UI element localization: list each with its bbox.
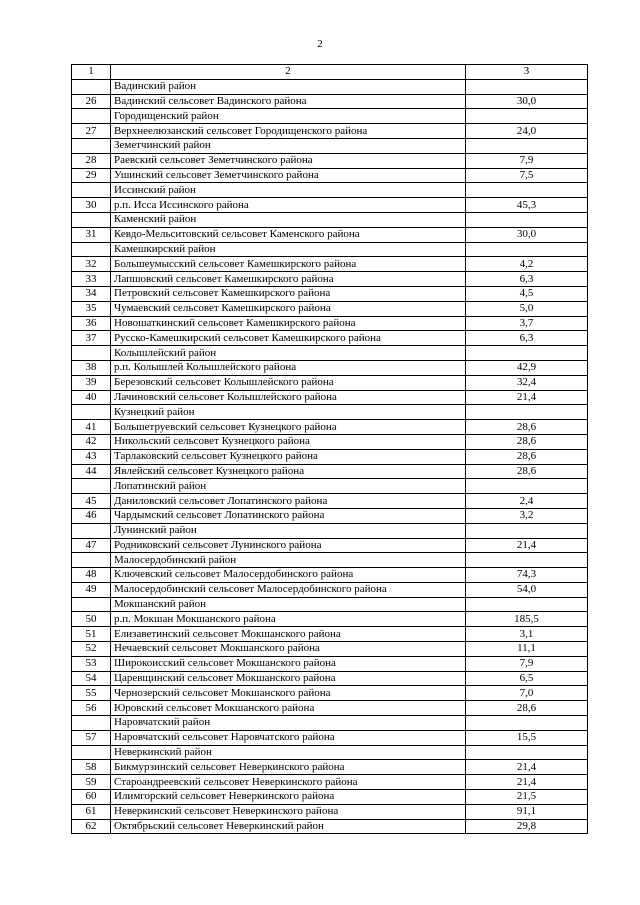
table-row bbox=[72, 464, 588, 479]
district-name: Вадинский район bbox=[111, 79, 466, 94]
table-row bbox=[72, 819, 588, 834]
row-number: 56 bbox=[72, 701, 111, 716]
district-row bbox=[72, 79, 588, 94]
row-value: 28,6 bbox=[466, 701, 588, 716]
district-row bbox=[72, 346, 588, 361]
row-value bbox=[466, 346, 588, 361]
district-row bbox=[72, 405, 588, 420]
district-name: Кузнецкий район bbox=[111, 405, 466, 420]
table-row bbox=[72, 701, 588, 716]
table-row bbox=[72, 360, 588, 375]
row-number: 44 bbox=[72, 464, 111, 479]
table-row bbox=[72, 420, 588, 435]
row-value: 7,0 bbox=[466, 686, 588, 701]
row-value bbox=[466, 745, 588, 760]
row-value: 5,0 bbox=[466, 301, 588, 316]
district-name: Малосердобинский район bbox=[111, 553, 466, 568]
row-value: 28,6 bbox=[466, 420, 588, 435]
table-row bbox=[72, 153, 588, 168]
row-value: 21,4 bbox=[466, 775, 588, 790]
row-value: 6,3 bbox=[466, 331, 588, 346]
row-number bbox=[72, 183, 111, 198]
row-value: 28,6 bbox=[466, 464, 588, 479]
row-number bbox=[72, 523, 111, 538]
district-row bbox=[72, 183, 588, 198]
district-row bbox=[72, 745, 588, 760]
table-row bbox=[72, 168, 588, 183]
row-number: 29 bbox=[72, 168, 111, 183]
row-number: 26 bbox=[72, 94, 111, 109]
row-number: 40 bbox=[72, 390, 111, 405]
settlement-name: Лапшовский сельсовет Камешкирского района bbox=[111, 272, 466, 287]
settlement-name: Раевский сельсовет Земетчинского района bbox=[111, 153, 466, 168]
district-name: Колышлейский район bbox=[111, 346, 466, 361]
row-number: 39 bbox=[72, 375, 111, 390]
district-name: Земетчинский район bbox=[111, 138, 466, 153]
row-number: 54 bbox=[72, 671, 111, 686]
table-row bbox=[72, 316, 588, 331]
row-value bbox=[466, 479, 588, 494]
table-row bbox=[72, 568, 588, 583]
table-row bbox=[72, 272, 588, 287]
row-value: 21,4 bbox=[466, 390, 588, 405]
row-value: 30,0 bbox=[466, 94, 588, 109]
row-value: 32,4 bbox=[466, 375, 588, 390]
settlement-name: Ключевский сельсовет Малосердобинского района bbox=[111, 568, 466, 583]
row-number: 31 bbox=[72, 227, 111, 242]
row-value bbox=[466, 716, 588, 731]
row-number bbox=[72, 212, 111, 227]
row-number: 46 bbox=[72, 508, 111, 523]
table-row bbox=[72, 508, 588, 523]
settlement-name: Петровский сельсовет Камешкирского района bbox=[111, 286, 466, 301]
row-value: 21,4 bbox=[466, 760, 588, 775]
district-name: Лопатинский район bbox=[111, 479, 466, 494]
row-number: 47 bbox=[72, 538, 111, 553]
settlement-name: Староандреевский сельсовет Неверкинского района bbox=[111, 775, 466, 790]
row-number: 59 bbox=[72, 775, 111, 790]
settlement-name: Елизаветинский сельсовет Мокшанского района bbox=[111, 627, 466, 642]
table-body bbox=[72, 79, 588, 834]
table-row bbox=[72, 286, 588, 301]
row-number: 41 bbox=[72, 420, 111, 435]
settlement-name: Верхнеелюзанский сельсовет Городищенского района bbox=[111, 124, 466, 139]
district-name: Каменский район bbox=[111, 212, 466, 227]
row-number bbox=[72, 109, 111, 124]
settlement-name: Ушинский сельсовет Земетчинского района bbox=[111, 168, 466, 183]
row-number: 36 bbox=[72, 316, 111, 331]
row-value bbox=[466, 109, 588, 124]
row-number: 51 bbox=[72, 627, 111, 642]
row-number: 61 bbox=[72, 804, 111, 819]
table-row bbox=[72, 538, 588, 553]
settlement-name: Илимгорский сельсовет Неверкинского района bbox=[111, 790, 466, 805]
row-value: 3,2 bbox=[466, 508, 588, 523]
settlement-name: Неверкинский сельсовет Неверкинского района bbox=[111, 804, 466, 819]
row-number bbox=[72, 79, 111, 94]
table-row bbox=[72, 449, 588, 464]
row-number: 55 bbox=[72, 686, 111, 701]
district-name: Наровчатский район bbox=[111, 716, 466, 731]
table-row bbox=[72, 760, 588, 775]
row-value: 28,6 bbox=[466, 434, 588, 449]
table-header-row bbox=[72, 65, 588, 80]
settlement-name: Большеумысский сельсовет Камешкирского района bbox=[111, 257, 466, 272]
row-number: 45 bbox=[72, 494, 111, 509]
district-row bbox=[72, 597, 588, 612]
row-number: 34 bbox=[72, 286, 111, 301]
row-number: 52 bbox=[72, 642, 111, 657]
settlement-name: Большетруевский сельсовет Кузнецкого района bbox=[111, 420, 466, 435]
district-row bbox=[72, 242, 588, 257]
table-row bbox=[72, 434, 588, 449]
row-value: 21,5 bbox=[466, 790, 588, 805]
data-table bbox=[71, 64, 588, 834]
row-number: 27 bbox=[72, 124, 111, 139]
district-row bbox=[72, 138, 588, 153]
row-number: 57 bbox=[72, 730, 111, 745]
row-number bbox=[72, 346, 111, 361]
row-value bbox=[466, 405, 588, 420]
district-name: Мокшанский район bbox=[111, 597, 466, 612]
row-number bbox=[72, 479, 111, 494]
row-value: 45,3 bbox=[466, 198, 588, 213]
row-number bbox=[72, 553, 111, 568]
row-number bbox=[72, 138, 111, 153]
settlement-name: р.п. Колышлей Колышлейского района bbox=[111, 360, 466, 375]
table-row bbox=[72, 124, 588, 139]
settlement-name: Наровчатский сельсовет Наровчатского района bbox=[111, 730, 466, 745]
row-value: 21,4 bbox=[466, 538, 588, 553]
row-value: 74,3 bbox=[466, 568, 588, 583]
row-value bbox=[466, 212, 588, 227]
row-number: 32 bbox=[72, 257, 111, 272]
row-value: 91,1 bbox=[466, 804, 588, 819]
settlement-name: Тарлаковский сельсовет Кузнецкого района bbox=[111, 449, 466, 464]
table-row bbox=[72, 656, 588, 671]
row-value bbox=[466, 553, 588, 568]
table-row bbox=[72, 804, 588, 819]
table-row bbox=[72, 257, 588, 272]
district-row bbox=[72, 212, 588, 227]
row-number: 28 bbox=[72, 153, 111, 168]
table-row bbox=[72, 227, 588, 242]
row-number bbox=[72, 242, 111, 257]
table-row bbox=[72, 390, 588, 405]
row-number: 49 bbox=[72, 582, 111, 597]
settlement-name: р.п. Исса Иссинского района bbox=[111, 198, 466, 213]
row-value: 7,9 bbox=[466, 656, 588, 671]
table-row bbox=[72, 671, 588, 686]
district-row bbox=[72, 553, 588, 568]
table-row bbox=[72, 686, 588, 701]
row-value: 185,5 bbox=[466, 612, 588, 627]
district-name: Городищенский район bbox=[111, 109, 466, 124]
settlement-name: Кевдо-Мельситовский сельсовет Каменского района bbox=[111, 227, 466, 242]
settlement-name: Русско-Камешкирский сельсовет Камешкирского района bbox=[111, 331, 466, 346]
row-number: 42 bbox=[72, 434, 111, 449]
table-row bbox=[72, 627, 588, 642]
settlement-name: Чумаевский сельсовет Камешкирского района bbox=[111, 301, 466, 316]
settlement-name: р.п. Мокшан Мокшанского района bbox=[111, 612, 466, 627]
table-row bbox=[72, 790, 588, 805]
column-header-name: 2 bbox=[111, 65, 466, 80]
row-number: 43 bbox=[72, 449, 111, 464]
table-row bbox=[72, 198, 588, 213]
settlement-name: Царевщинский сельсовет Мокшанского района bbox=[111, 671, 466, 686]
settlement-name: Широкоисский сельсовет Мокшанского района bbox=[111, 656, 466, 671]
row-value bbox=[466, 183, 588, 198]
row-number bbox=[72, 597, 111, 612]
settlement-name: Вадинский сельсовет Вадинского района bbox=[111, 94, 466, 109]
district-row bbox=[72, 479, 588, 494]
table-row bbox=[72, 375, 588, 390]
settlement-name: Чернозерский сельсовет Мокшанского района bbox=[111, 686, 466, 701]
row-number: 58 bbox=[72, 760, 111, 775]
page-number: 2 bbox=[317, 38, 323, 50]
district-name: Неверкинский район bbox=[111, 745, 466, 760]
row-value: 3,1 bbox=[466, 627, 588, 642]
row-value: 7,9 bbox=[466, 153, 588, 168]
settlement-name: Октябрьский сельсовет Неверкинский район bbox=[111, 819, 466, 834]
row-value: 2,4 bbox=[466, 494, 588, 509]
settlement-name: Явлейский сельсовет Кузнецкого района bbox=[111, 464, 466, 479]
row-value bbox=[466, 597, 588, 612]
table-row bbox=[72, 494, 588, 509]
row-number: 37 bbox=[72, 331, 111, 346]
row-value: 4,2 bbox=[466, 257, 588, 272]
row-value: 28,6 bbox=[466, 449, 588, 464]
table-row bbox=[72, 582, 588, 597]
row-value bbox=[466, 79, 588, 94]
settlement-name: Нечаевский сельсовет Мокшанского района bbox=[111, 642, 466, 657]
district-name: Лунинский район bbox=[111, 523, 466, 538]
settlement-name: Малосердобинский сельсовет Малосердобинского района bbox=[111, 582, 466, 597]
row-number: 35 bbox=[72, 301, 111, 316]
row-value: 3,7 bbox=[466, 316, 588, 331]
settlement-name: Никольский сельсовет Кузнецкого района bbox=[111, 434, 466, 449]
settlement-name: Юровский сельсовет Мокшанского района bbox=[111, 701, 466, 716]
row-number: 53 bbox=[72, 656, 111, 671]
row-value: 11,1 bbox=[466, 642, 588, 657]
settlement-name: Березовский сельсовет Колышлейского района bbox=[111, 375, 466, 390]
row-value: 29,8 bbox=[466, 819, 588, 834]
row-value: 6,3 bbox=[466, 272, 588, 287]
row-number bbox=[72, 716, 111, 731]
district-name: Иссинский район bbox=[111, 183, 466, 198]
row-value: 4,5 bbox=[466, 286, 588, 301]
row-value: 6,5 bbox=[466, 671, 588, 686]
row-value: 24,0 bbox=[466, 124, 588, 139]
district-row bbox=[72, 716, 588, 731]
settlement-name: Лачиновский сельсовет Колышлейского района bbox=[111, 390, 466, 405]
district-row bbox=[72, 523, 588, 538]
row-number: 38 bbox=[72, 360, 111, 375]
row-number: 60 bbox=[72, 790, 111, 805]
row-value bbox=[466, 138, 588, 153]
settlement-name: Бикмурзинский сельсовет Неверкинского района bbox=[111, 760, 466, 775]
settlement-name: Чардымский сельсовет Лопатинского района bbox=[111, 508, 466, 523]
table-row bbox=[72, 775, 588, 790]
settlement-name: Родниковский сельсовет Лунинского района bbox=[111, 538, 466, 553]
row-number: 48 bbox=[72, 568, 111, 583]
row-value: 15,5 bbox=[466, 730, 588, 745]
settlement-name: Даниловский сельсовет Лопатинского района bbox=[111, 494, 466, 509]
row-value: 42,9 bbox=[466, 360, 588, 375]
row-number bbox=[72, 745, 111, 760]
row-value bbox=[466, 242, 588, 257]
row-value: 30,0 bbox=[466, 227, 588, 242]
table-row bbox=[72, 331, 588, 346]
column-header-number: 1 bbox=[72, 65, 111, 80]
row-number: 50 bbox=[72, 612, 111, 627]
table-row bbox=[72, 642, 588, 657]
district-name: Камешкирский район bbox=[111, 242, 466, 257]
row-value: 7,5 bbox=[466, 168, 588, 183]
column-header-value: 3 bbox=[466, 65, 588, 80]
row-value: 54,0 bbox=[466, 582, 588, 597]
table-row bbox=[72, 730, 588, 745]
table-row bbox=[72, 612, 588, 627]
row-number bbox=[72, 405, 111, 420]
table-row bbox=[72, 301, 588, 316]
settlement-name: Новошаткинский сельсовет Камешкирского района bbox=[111, 316, 466, 331]
row-number: 30 bbox=[72, 198, 111, 213]
row-value bbox=[466, 523, 588, 538]
district-row bbox=[72, 109, 588, 124]
table-row bbox=[72, 94, 588, 109]
row-number: 33 bbox=[72, 272, 111, 287]
row-number: 62 bbox=[72, 819, 111, 834]
